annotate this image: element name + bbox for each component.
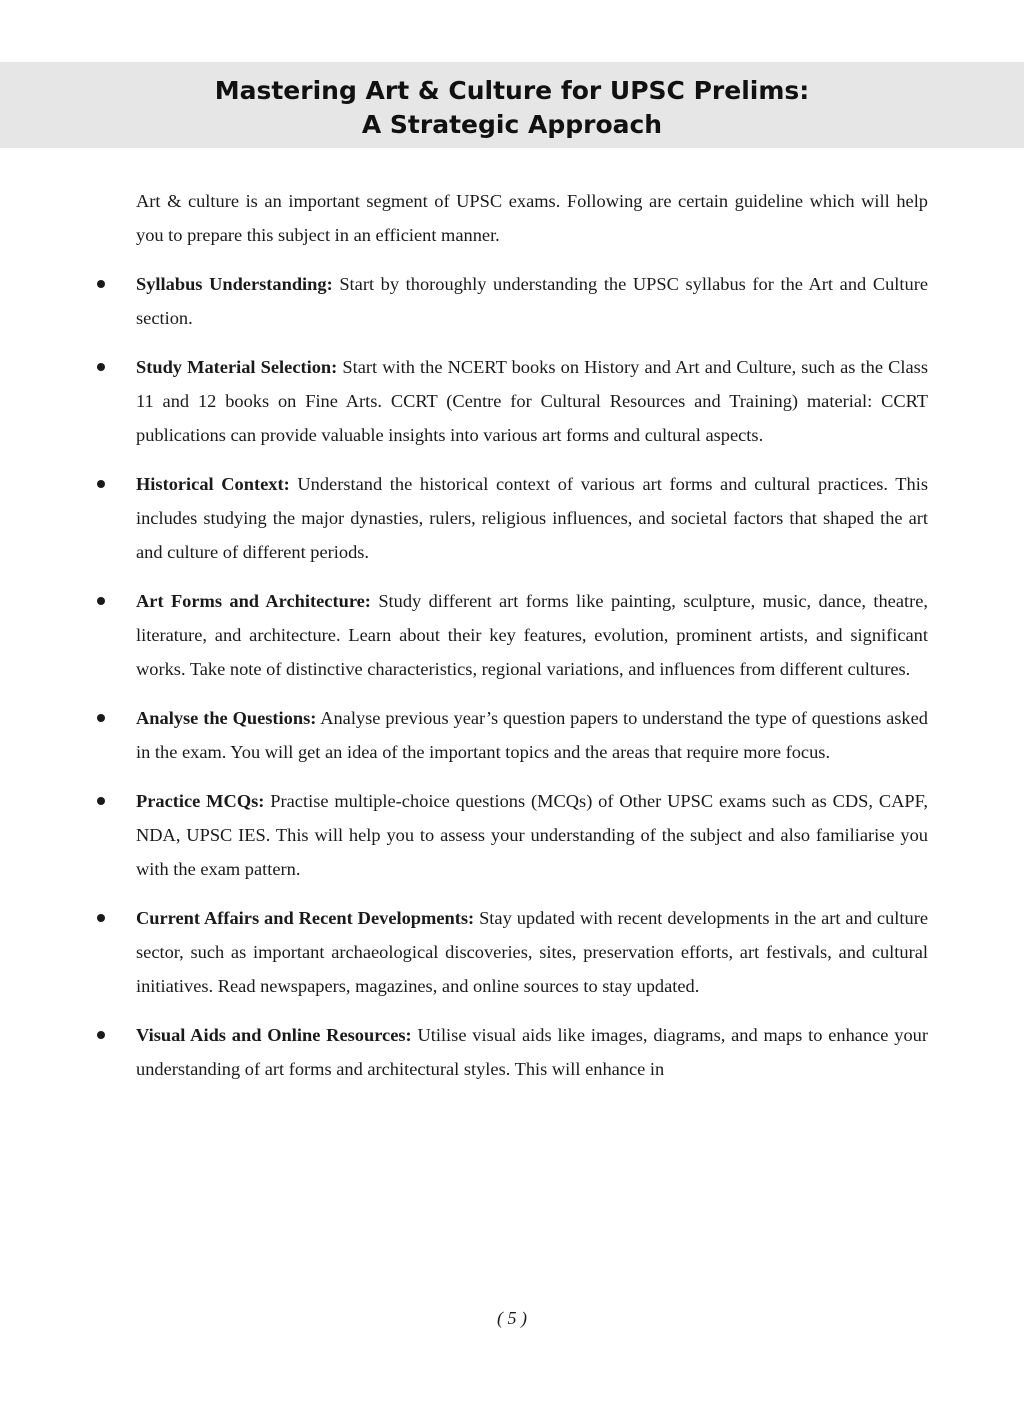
bullet-icon xyxy=(97,280,105,288)
guideline-heading: Study Material Selection: xyxy=(136,357,338,377)
bullet-icon xyxy=(97,480,105,488)
bullet-icon xyxy=(97,914,105,922)
guideline-text: Start with the NCERT books on History and Art and Culture, such as the Class 11 and 12 books on Fine Arts. CCRT (Centre for Cultural Resources and Training) material: CCRT publications can provide valuable insights into various art forms and cultural aspects. xyxy=(136,357,928,445)
bullet-icon xyxy=(97,714,105,722)
guideline-item xyxy=(136,467,928,569)
bullet-icon xyxy=(97,363,105,371)
guideline-item xyxy=(136,584,928,686)
guideline-heading: Practice MCQs: xyxy=(136,791,265,811)
bullet-icon xyxy=(97,597,105,605)
guideline-item xyxy=(136,701,928,769)
guideline-heading: Analyse the Questions: xyxy=(136,708,317,728)
guideline-text: Understand the historical context of various art forms and cultural practices. This includes studying the major dynasties, rulers, religious influences, and societal factors that shaped the art and culture of different periods. xyxy=(136,474,928,562)
guideline-item xyxy=(136,1018,928,1086)
guideline-item xyxy=(136,267,928,335)
guideline-text: Stay updated with recent developments in the art and culture sector, such as important archaeological discoveries, sites, preservation efforts, art festivals, and cultural initiatives. Read newspapers, magazines, and online sources to stay updated. xyxy=(136,908,928,996)
guideline-list xyxy=(136,267,928,1086)
guideline-heading: Syllabus Understanding: xyxy=(136,274,333,294)
guideline-text: Practise multiple-choice questions (MCQs) of Other UPSC exams such as CDS, CAPF, NDA, UPSC IES. This will help you to assess your understanding of the subject and also familiarise you with the exam pattern. xyxy=(136,791,928,879)
page-number: ( 5 ) xyxy=(497,1308,527,1328)
bullet-icon xyxy=(97,1031,105,1039)
guideline-heading: Art Forms and Architecture: xyxy=(136,591,371,611)
guideline-text: Study different art forms like painting, sculpture, music, dance, theatre, literature, and architecture. Learn about their key features, evolution, prominent artists, and significant works. Take note of distinctive characteristics, regional variations, and influences from different cultures. xyxy=(136,591,928,679)
guideline-heading: Visual Aids and Online Resources: xyxy=(136,1025,412,1045)
guideline-item xyxy=(136,784,928,886)
page-content xyxy=(136,184,928,1101)
guideline-text: Start by thoroughly understanding the UPSC syllabus for the Art and Culture section. xyxy=(136,274,928,328)
guideline-item xyxy=(136,901,928,1003)
intro-paragraph: Art & culture is an important segment of UPSC exams. Following are certain guideline which will help you to prepare this subject in an efficient manner. xyxy=(136,191,928,245)
page-title xyxy=(0,74,1024,142)
guideline-heading: Historical Context: xyxy=(136,474,290,494)
guideline-heading: Current Affairs and Recent Developments: xyxy=(136,908,475,928)
bullet-icon xyxy=(97,797,105,805)
page-title-line-2: A Strategic Approach xyxy=(361,110,663,139)
guideline-item xyxy=(136,350,928,452)
page-title-line-1: Mastering Art & Culture for UPSC Prelims: xyxy=(214,76,810,105)
guideline-text: Analyse previous year’s question papers to understand the type of questions asked in the exam. You will get an idea of the important topics and the areas that require more focus. xyxy=(136,708,928,762)
guideline-text: Utilise visual aids like images, diagrams, and maps to enhance your understanding of art forms and architectural styles. This will enhance in xyxy=(136,1025,928,1079)
